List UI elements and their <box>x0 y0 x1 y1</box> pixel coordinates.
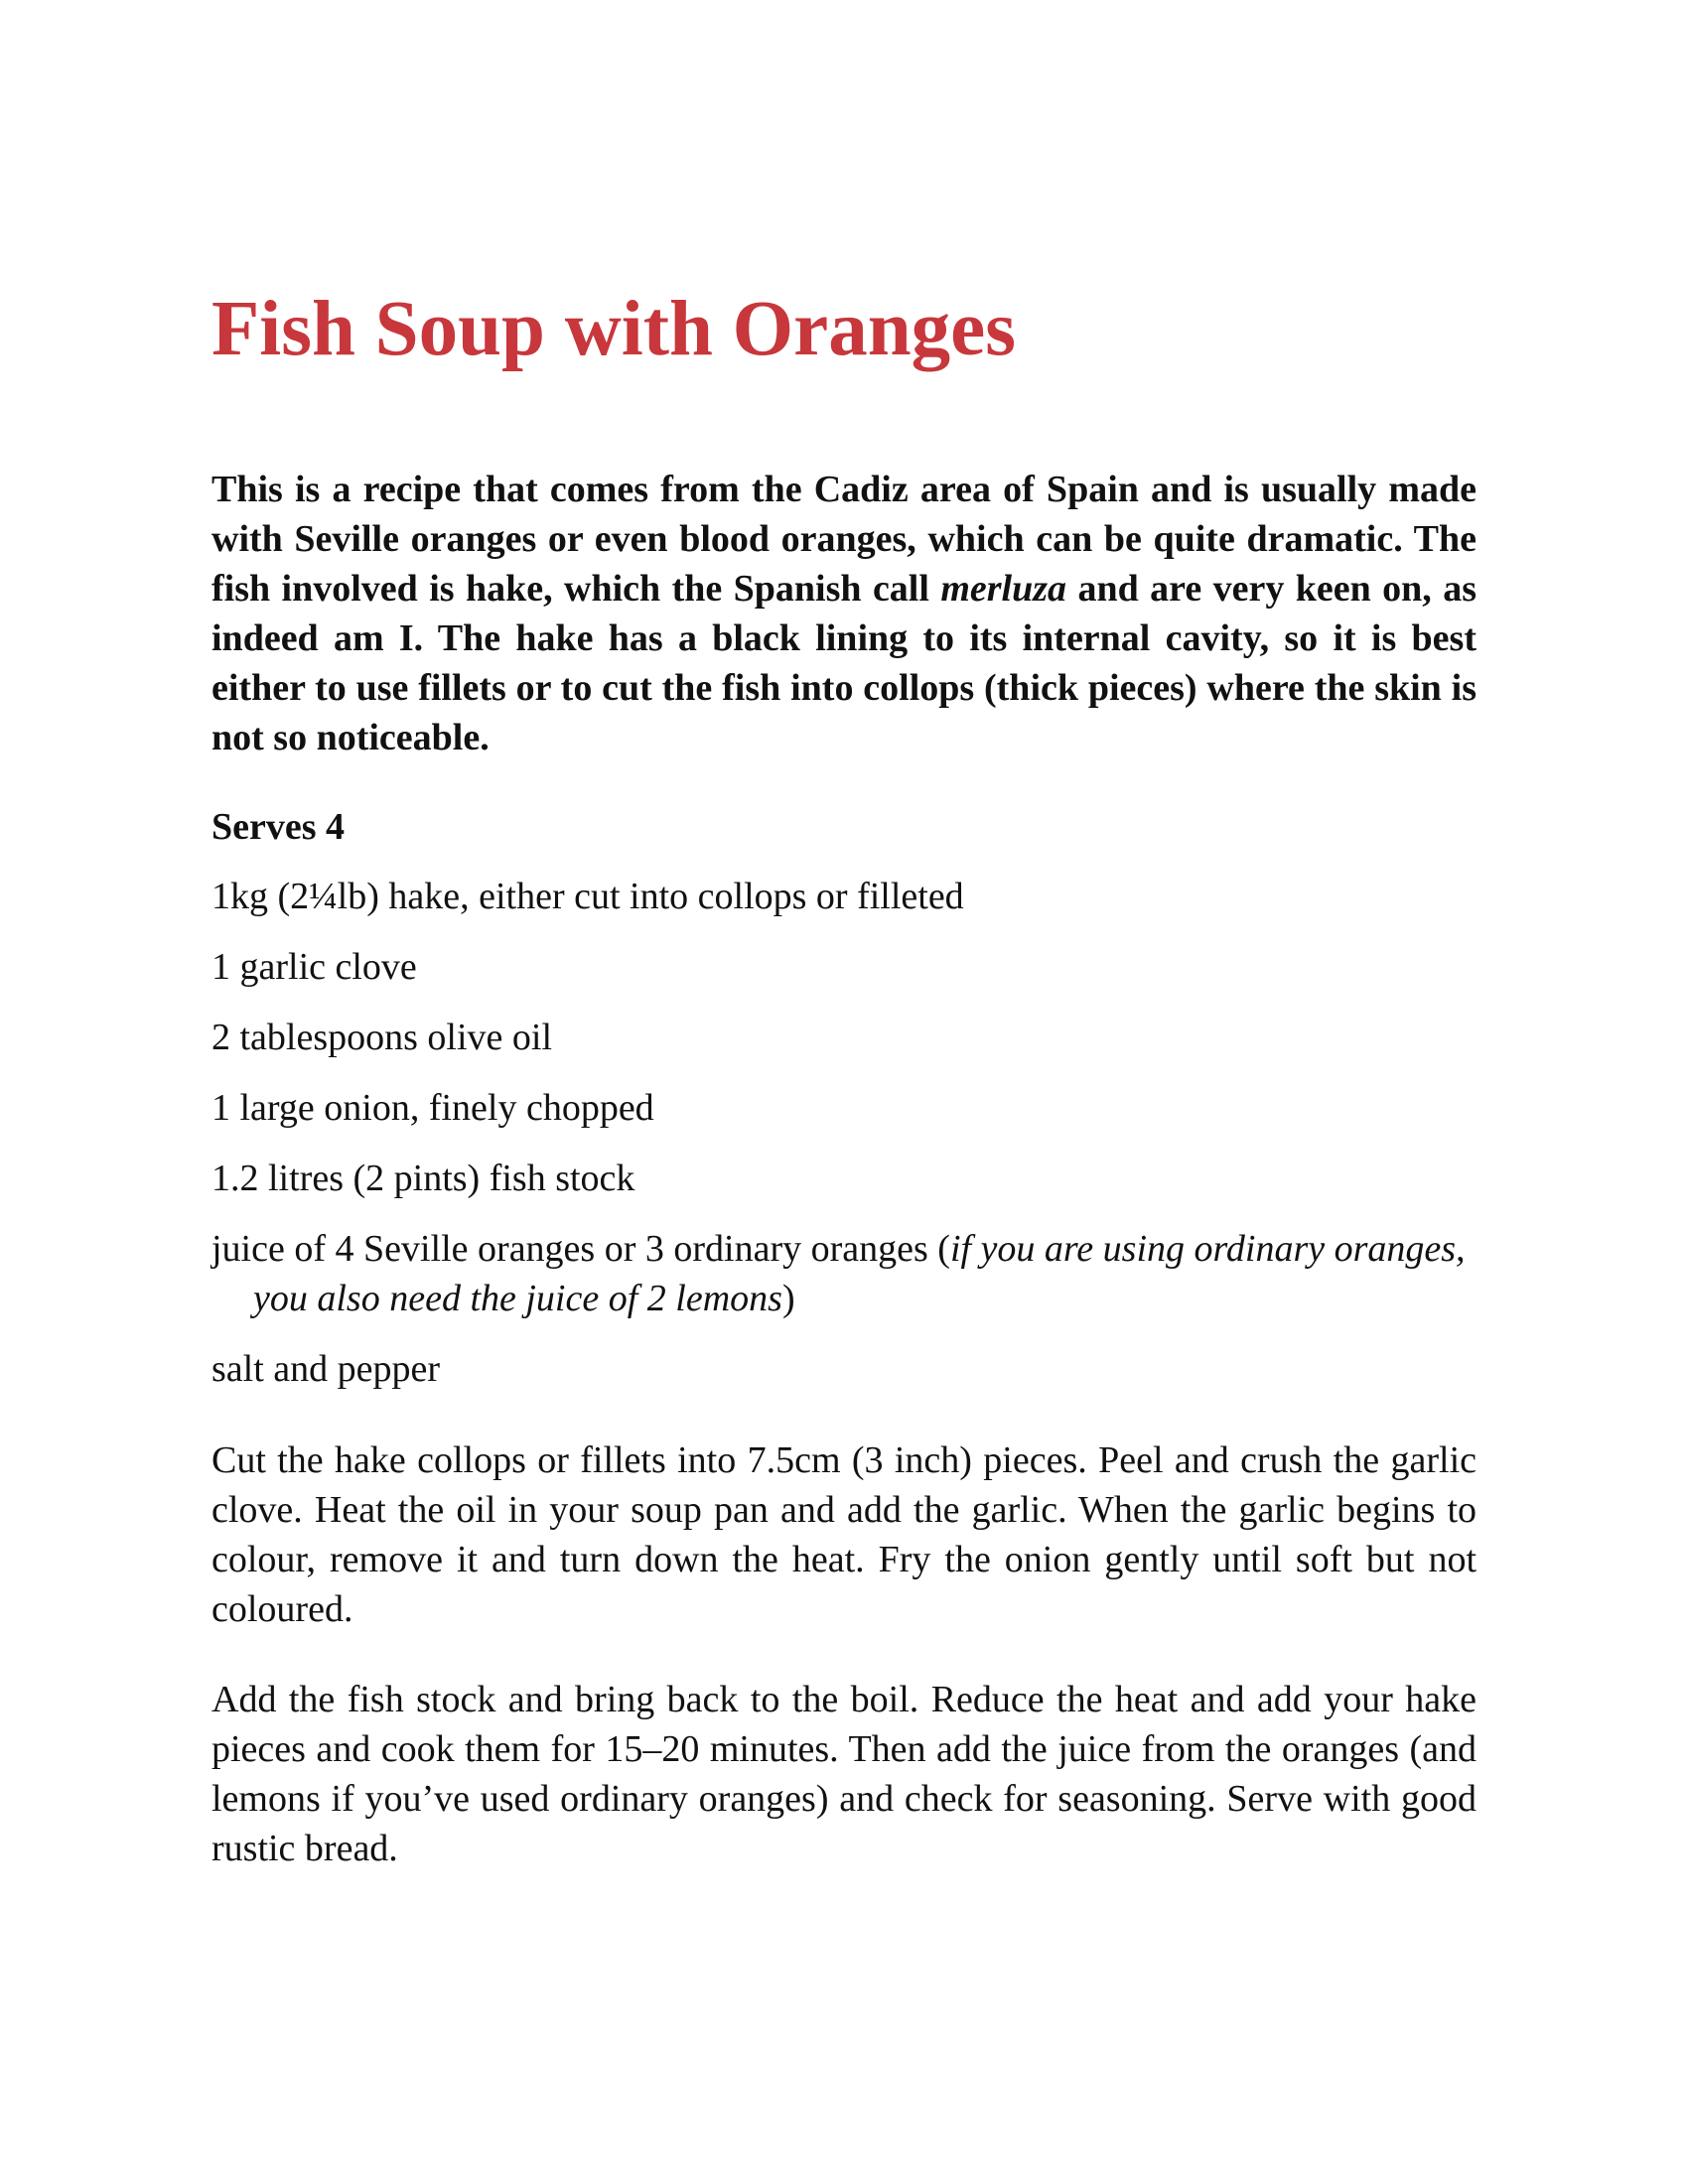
recipe-page <box>211 0 1477 2184</box>
ingredient-text: juice of 4 Seville oranges or 3 ordinary oranges ( <box>211 1228 950 1270</box>
ingredient-item <box>211 942 1477 992</box>
ingredient-note-close: ) <box>781 1278 795 1319</box>
intro-emphasis: merluza <box>940 568 1067 610</box>
recipe-intro <box>211 465 1477 762</box>
ingredient-text: 2 tablespoons olive oil <box>211 1017 553 1058</box>
ingredient-item <box>211 1013 1477 1062</box>
intro-text-end: and are very keen on, as indeed am I. The hake has a black lining to its internal cavity, so it is best either to use fillets or to cut the fish into collops (thick pieces) where the skin is not so noticeable. <box>211 568 1477 758</box>
ingredient-text: 1 garlic clove <box>211 946 417 988</box>
ingredient-item <box>211 1083 1477 1133</box>
ingredient-text: salt and pepper <box>211 1348 441 1390</box>
ingredient-text: 1kg (2¼lb) hake, either cut into collops or filleted <box>211 876 964 917</box>
ingredient-item <box>211 1224 1477 1323</box>
ingredient-text: 1.2 litres (2 pints) fish stock <box>211 1158 635 1199</box>
ingredient-item <box>211 1344 1477 1394</box>
recipe-title: Fish Soup with Oranges <box>211 286 1016 372</box>
ingredient-item <box>211 1154 1477 1203</box>
ingredient-note: if you are using ordinary oranges, you also need the juice of 2 lemons <box>253 1228 1466 1319</box>
ingredient-text: 1 large onion, finely chopped <box>211 1087 654 1129</box>
method-paragraph: Add the fish stock and bring back to the boil. Reduce the heat and add your hake pieces and cook them for 15–20 minutes. Then add the juice from the oranges (and lemons if you’ve used ordinary oranges) and check for seasoning. Serve with good rustic bread. <box>211 1679 1477 1869</box>
intro-text-start: This is a recipe that comes from the Cadiz area of Spain and is usually made with Seville oranges or even blood oranges, which can be quite dramatic. The fish involved is hake, which the Spanish call <box>211 469 1477 610</box>
ingredient-list <box>211 872 1477 1415</box>
method-paragraph: Cut the hake collops or fillets into 7.5cm (3 inch) pieces. Peel and crush the garlic clove. Heat the oil in your soup pan and add the garlic. When the garlic begins to colour, remove it and turn down the heat. Fry the onion gently until soft but not coloured. <box>211 1439 1477 1630</box>
ingredient-item <box>211 872 1477 921</box>
serves-label: Serves 4 <box>211 806 346 848</box>
